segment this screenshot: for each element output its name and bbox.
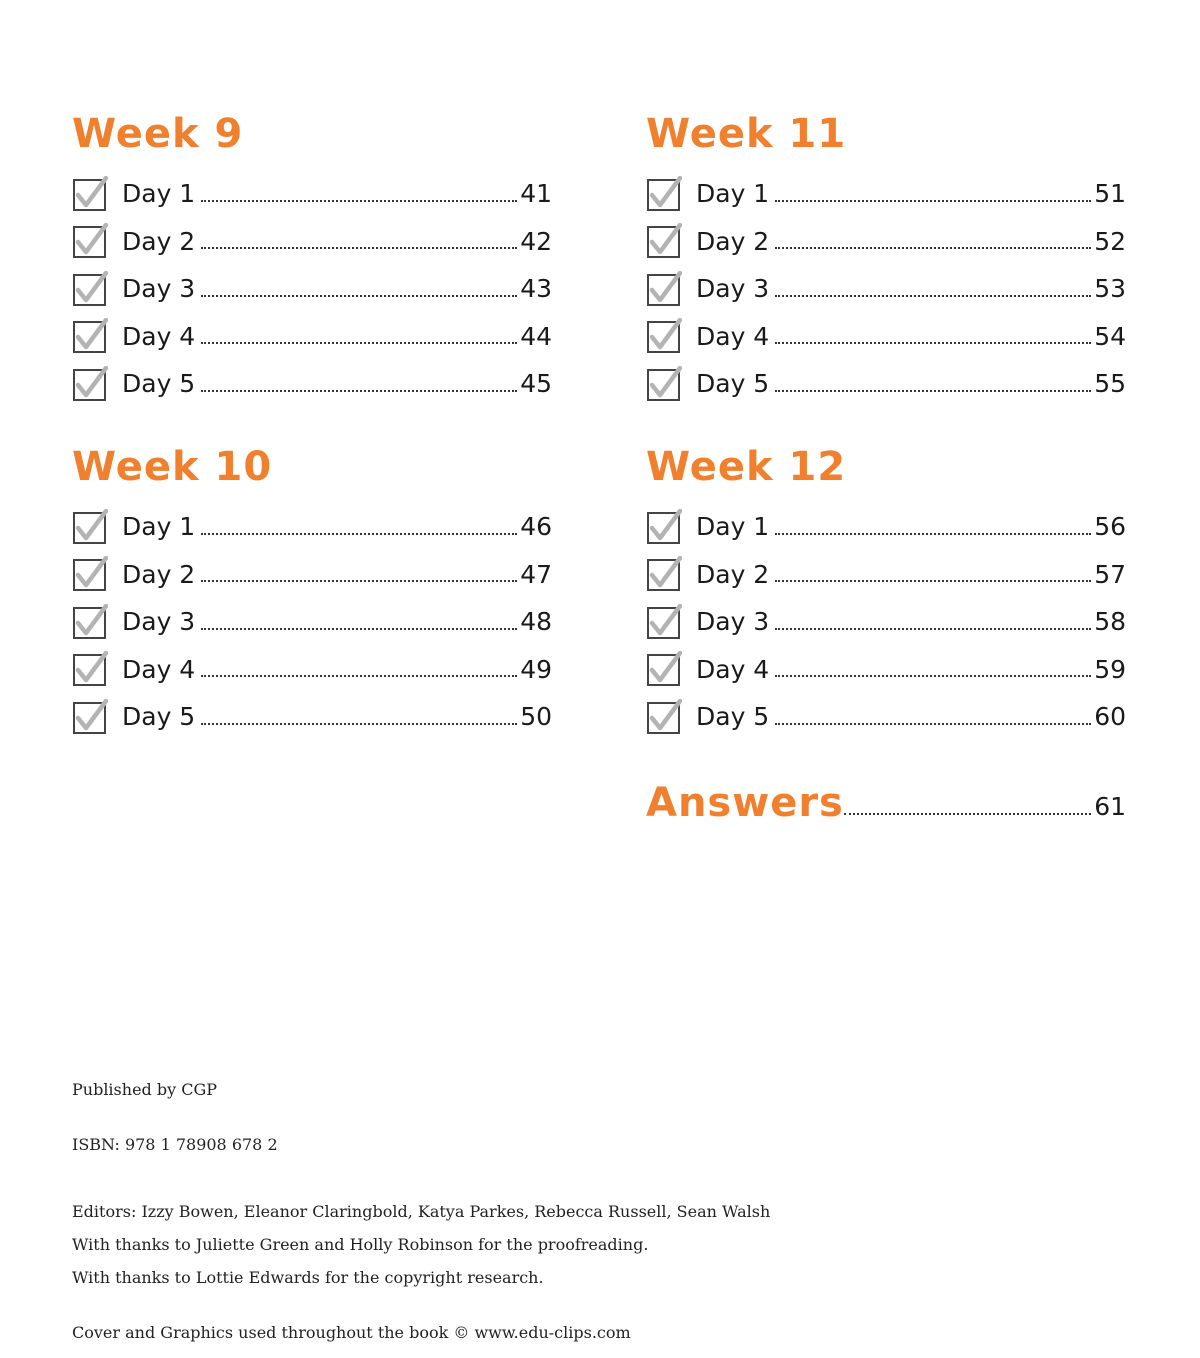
leader-dots — [844, 813, 1091, 815]
answers-row[interactable] — [646, 780, 1126, 826]
day-row[interactable] — [72, 313, 552, 361]
leader-dots — [775, 390, 1091, 392]
editors-credit: Editors: Izzy Bowen, Eleanor Claringbold, Katya Parkes, Rebecca Russell, Sean Walsh — [72, 1202, 771, 1221]
checkbox-tick-icon[interactable] — [646, 271, 682, 307]
copyright-credit: With thanks to Lottie Edwards for the copyright research. — [72, 1268, 544, 1287]
day-row[interactable] — [646, 313, 1126, 361]
week-title: Week 9 — [72, 111, 244, 157]
leader-dots — [775, 723, 1091, 725]
checkbox-tick-icon[interactable] — [646, 556, 682, 592]
leader-dots — [775, 342, 1091, 344]
day-label: Day 5 — [696, 702, 770, 732]
page-number: 47 — [520, 559, 552, 589]
day-label: Day 3 — [696, 607, 770, 637]
week-title: Week 12 — [646, 444, 847, 490]
checkbox-tick-icon[interactable] — [646, 223, 682, 259]
checkbox-tick-icon[interactable] — [646, 509, 682, 545]
leader-dots — [775, 675, 1091, 677]
week-10-section — [72, 445, 552, 741]
leader-dots — [775, 200, 1091, 202]
leader-dots — [201, 628, 517, 630]
day-row[interactable] — [72, 360, 552, 408]
day-label: Day 1 — [696, 179, 770, 209]
leader-dots — [775, 295, 1091, 297]
day-label: Day 2 — [696, 559, 770, 589]
checkbox-tick-icon[interactable] — [72, 556, 108, 592]
day-row[interactable] — [646, 693, 1126, 741]
day-label: Day 1 — [122, 512, 196, 542]
week-12-section — [646, 445, 1126, 741]
checkbox-tick-icon[interactable] — [72, 366, 108, 402]
page-number: 46 — [520, 512, 552, 542]
checkbox-tick-icon[interactable] — [72, 271, 108, 307]
page-number: 42 — [520, 226, 552, 256]
day-label: Day 3 — [696, 274, 770, 304]
checkbox-tick-icon[interactable] — [72, 604, 108, 640]
isbn: ISBN: 978 1 78908 678 2 — [72, 1135, 278, 1154]
day-label: Day 4 — [696, 321, 770, 351]
proofreading-credit: With thanks to Juliette Green and Holly Robinson for the proofreading. — [72, 1235, 649, 1254]
page-number: 57 — [1094, 559, 1126, 589]
page-number: 41 — [520, 179, 552, 209]
leader-dots — [201, 342, 517, 344]
page-number: 60 — [1094, 702, 1126, 732]
day-row[interactable] — [646, 170, 1126, 218]
page-number: 54 — [1094, 321, 1126, 351]
page-number: 58 — [1094, 607, 1126, 637]
page-number: 52 — [1094, 226, 1126, 256]
day-label: Day 2 — [122, 559, 196, 589]
leader-dots — [201, 675, 517, 677]
day-row[interactable] — [72, 646, 552, 694]
day-row[interactable] — [646, 598, 1126, 646]
page-number: 49 — [520, 654, 552, 684]
leader-dots — [775, 580, 1091, 582]
checkbox-tick-icon[interactable] — [72, 223, 108, 259]
week-title: Week 11 — [646, 111, 847, 157]
day-row[interactable] — [646, 551, 1126, 599]
page-number: 56 — [1094, 512, 1126, 542]
checkbox-tick-icon[interactable] — [72, 651, 108, 687]
day-row[interactable] — [646, 218, 1126, 266]
page-number: 45 — [520, 369, 552, 399]
day-row[interactable] — [72, 503, 552, 551]
checkbox-tick-icon[interactable] — [646, 604, 682, 640]
page-number: 43 — [520, 274, 552, 304]
day-row[interactable] — [646, 265, 1126, 313]
day-label: Day 4 — [696, 654, 770, 684]
page-number: 59 — [1094, 654, 1126, 684]
day-label: Day 1 — [122, 179, 196, 209]
checkbox-tick-icon[interactable] — [646, 651, 682, 687]
day-label: Day 5 — [122, 369, 196, 399]
day-row[interactable] — [72, 551, 552, 599]
leader-dots — [201, 295, 517, 297]
page-number: 48 — [520, 607, 552, 637]
day-label: Day 2 — [122, 226, 196, 256]
day-label: Day 3 — [122, 607, 196, 637]
cover-credit: Cover and Graphics used throughout the book © www.edu-clips.com — [72, 1323, 631, 1342]
page-number: 55 — [1094, 369, 1126, 399]
day-label: Day 5 — [122, 702, 196, 732]
week-11-section — [646, 112, 1126, 408]
day-label: Day 1 — [696, 512, 770, 542]
week-9-section — [72, 112, 552, 408]
leader-dots — [201, 580, 517, 582]
day-label: Day 3 — [122, 274, 196, 304]
checkbox-tick-icon[interactable] — [646, 176, 682, 212]
day-row[interactable] — [646, 360, 1126, 408]
day-label: Day 2 — [696, 226, 770, 256]
leader-dots — [201, 247, 517, 249]
checkbox-tick-icon[interactable] — [646, 699, 682, 735]
leader-dots — [775, 247, 1091, 249]
page-number: 50 — [520, 702, 552, 732]
page-number: 61 — [1094, 791, 1126, 821]
answers-label: Answers — [646, 780, 844, 826]
leader-dots — [775, 628, 1091, 630]
leader-dots — [201, 533, 517, 535]
checkbox-tick-icon[interactable] — [72, 176, 108, 212]
day-row[interactable] — [72, 265, 552, 313]
day-label: Day 5 — [696, 369, 770, 399]
leader-dots — [775, 533, 1091, 535]
day-row[interactable] — [646, 646, 1126, 694]
day-row[interactable] — [72, 693, 552, 741]
page-number: 51 — [1094, 179, 1126, 209]
week-title: Week 10 — [72, 444, 273, 490]
day-label: Day 4 — [122, 321, 196, 351]
page-number: 53 — [1094, 274, 1126, 304]
published-by: Published by CGP — [72, 1080, 218, 1099]
checkbox-tick-icon[interactable] — [72, 699, 108, 735]
page-number: 44 — [520, 321, 552, 351]
checkbox-tick-icon[interactable] — [646, 318, 682, 354]
day-row[interactable] — [72, 598, 552, 646]
day-row[interactable] — [646, 503, 1126, 551]
day-row[interactable] — [72, 170, 552, 218]
checkbox-tick-icon[interactable] — [72, 509, 108, 545]
checkbox-tick-icon[interactable] — [646, 366, 682, 402]
leader-dots — [201, 200, 517, 202]
checkbox-tick-icon[interactable] — [72, 318, 108, 354]
day-row[interactable] — [72, 218, 552, 266]
day-label: Day 4 — [122, 654, 196, 684]
leader-dots — [201, 723, 517, 725]
leader-dots — [201, 390, 517, 392]
